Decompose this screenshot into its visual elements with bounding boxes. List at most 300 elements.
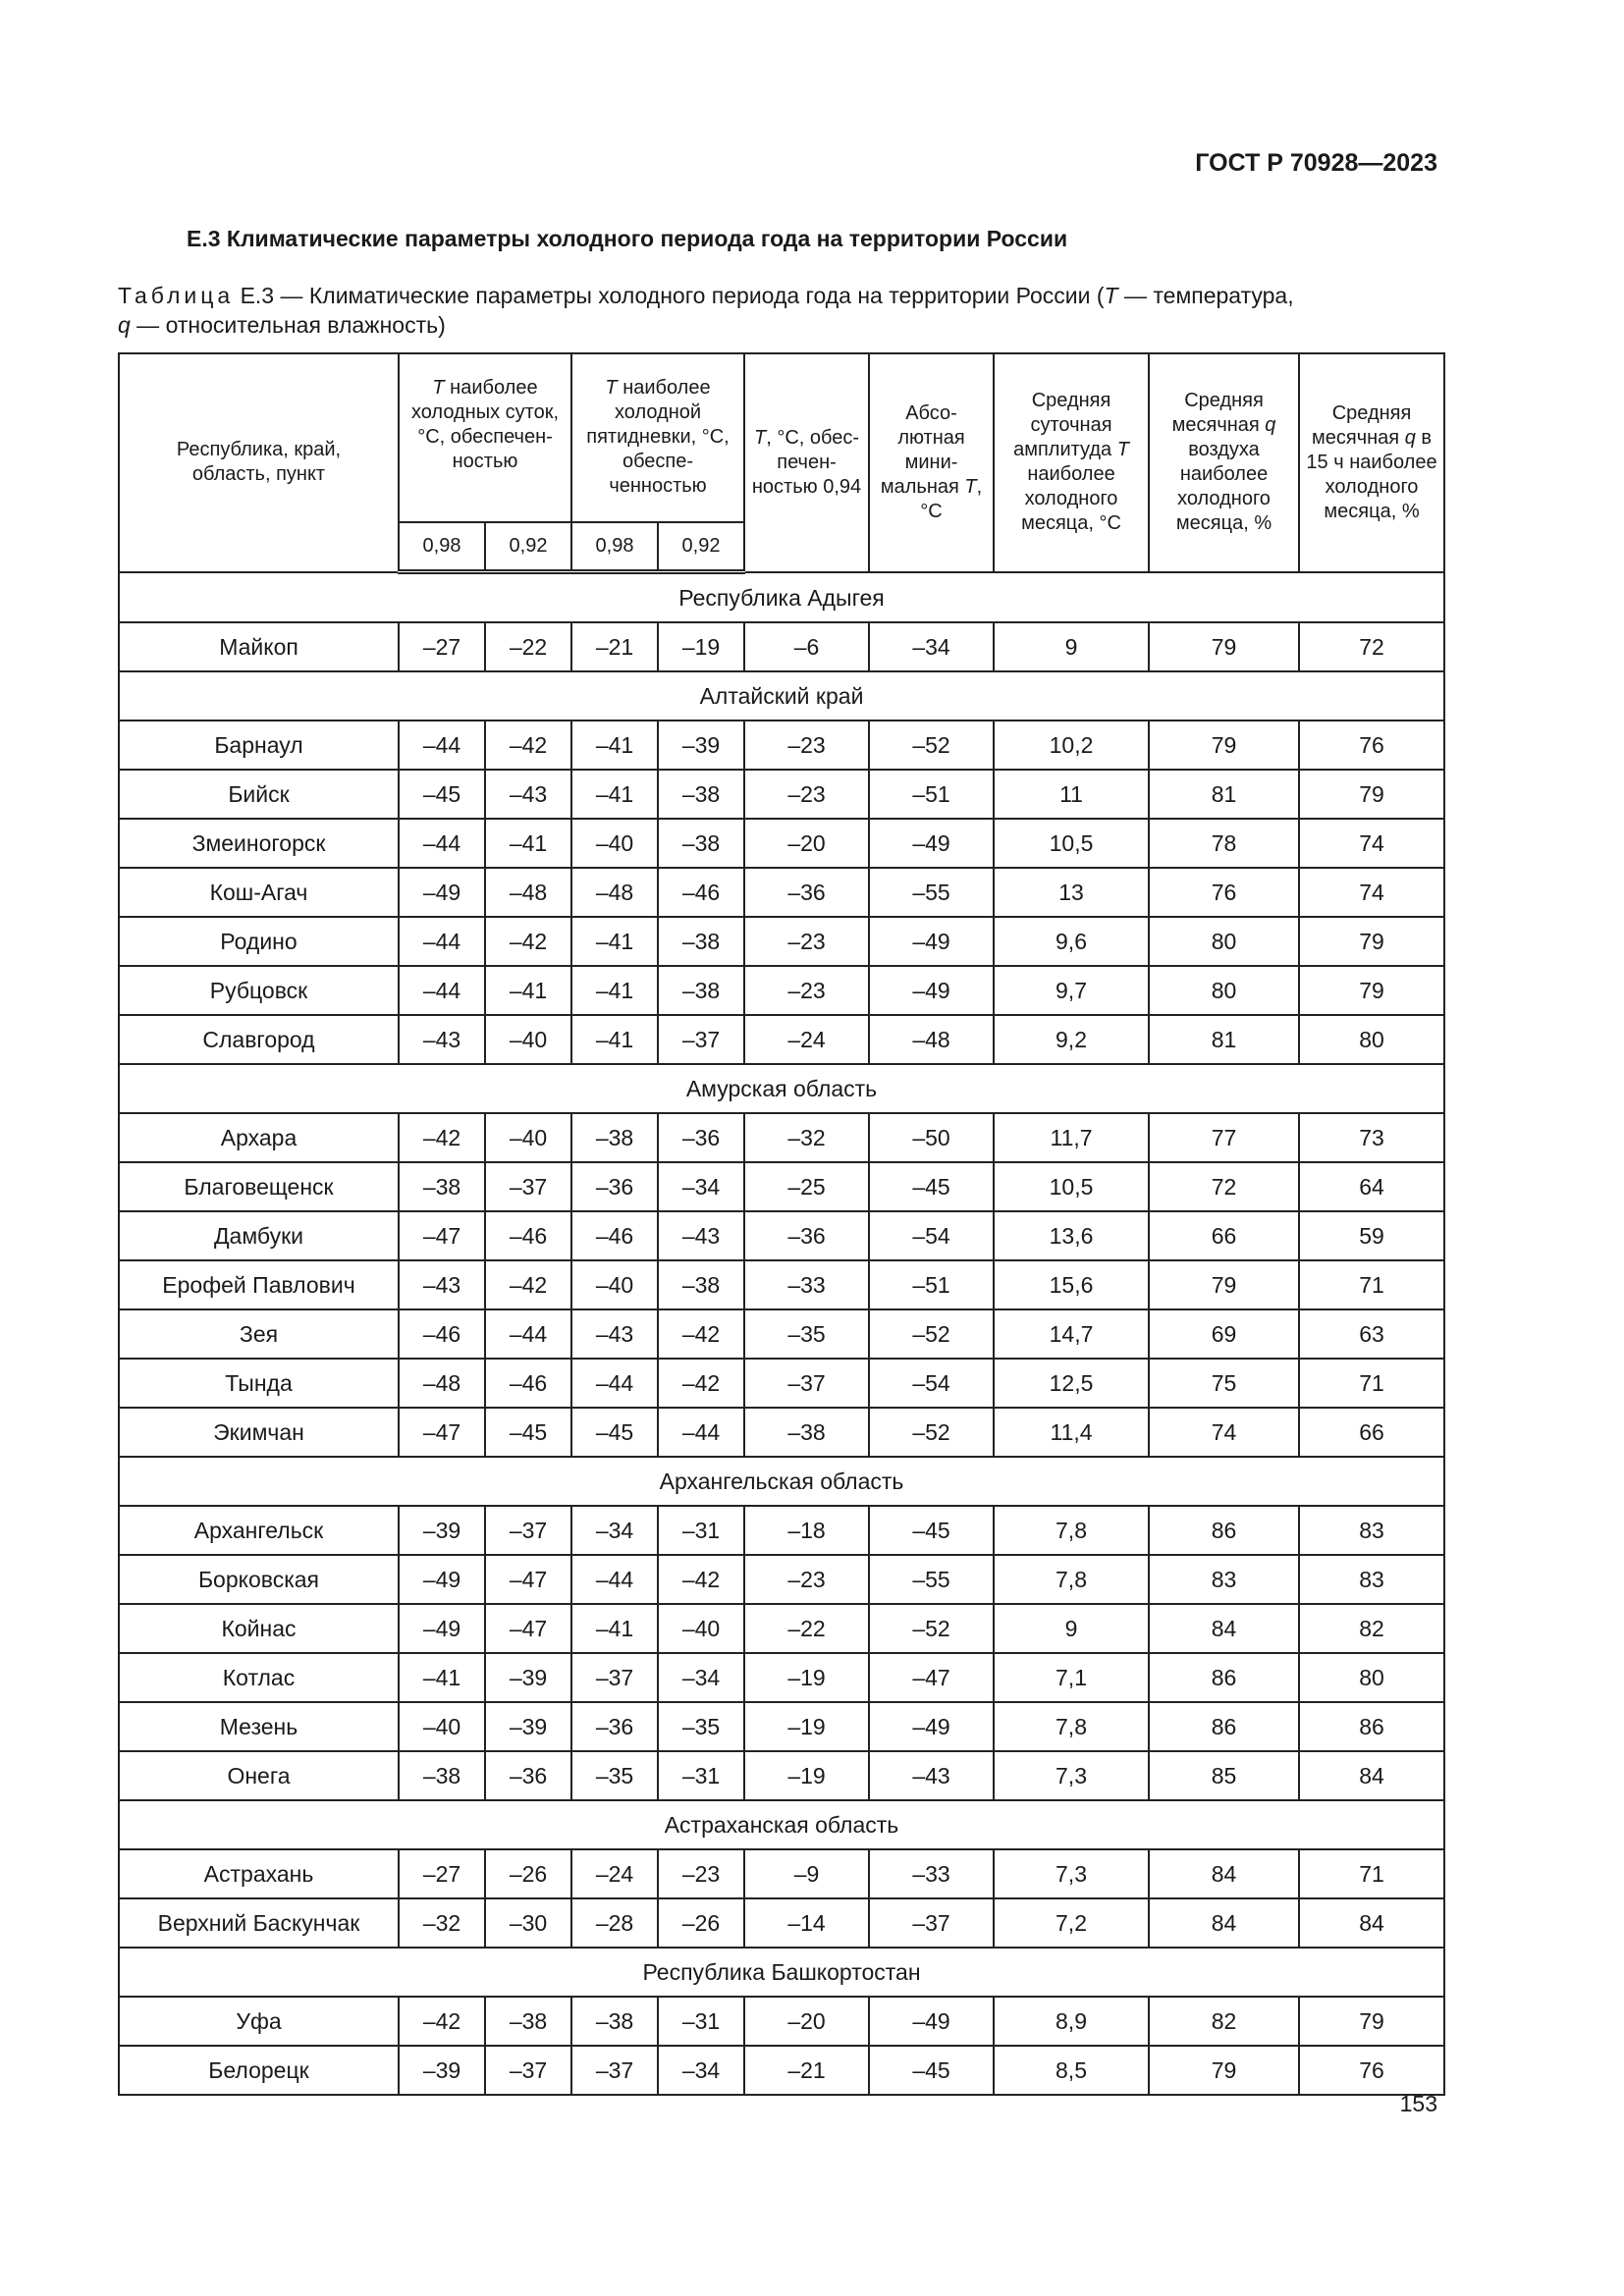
region-name: Архангельская область <box>119 1457 1444 1506</box>
table-cell: –40 <box>571 1260 658 1309</box>
table-cell: 83 <box>1149 1555 1299 1604</box>
table-cell: 9 <box>994 1604 1149 1653</box>
place-name: Родино <box>119 917 399 966</box>
table-row <box>119 1359 1444 1408</box>
region-name: Алтайский край <box>119 671 1444 721</box>
table-cell: 9,7 <box>994 966 1149 1015</box>
table-cell: –23 <box>744 966 869 1015</box>
caption-symbol-q: q <box>118 312 131 338</box>
table-row <box>119 1506 1444 1555</box>
region-name: Республика Адыгея <box>119 572 1444 623</box>
table-cell: 7,8 <box>994 1555 1149 1604</box>
table-cell: –48 <box>571 868 658 917</box>
caption-label: Таблица <box>118 283 235 308</box>
table-cell: –42 <box>658 1359 744 1408</box>
table-cell: –38 <box>658 770 744 819</box>
place-name: Котлас <box>119 1653 399 1702</box>
table-caption <box>118 281 1441 340</box>
table-cell: –49 <box>869 819 994 868</box>
table-cell: 8,5 <box>994 2046 1149 2095</box>
table-row <box>119 622 1444 671</box>
table-cell: –52 <box>869 721 994 770</box>
table-cell: –47 <box>869 1653 994 1702</box>
table-cell: 9 <box>994 622 1149 671</box>
table-cell: 79 <box>1149 2046 1299 2095</box>
table-cell: –48 <box>485 868 571 917</box>
place-name: Рубцовск <box>119 966 399 1015</box>
table-cell: –31 <box>658 1751 744 1800</box>
table-row <box>119 1751 1444 1800</box>
table-cell: –18 <box>744 1506 869 1555</box>
page-number: 153 <box>1399 2091 1437 2116</box>
table-cell: –34 <box>658 1653 744 1702</box>
table-cell: –37 <box>571 1653 658 1702</box>
table-cell: –42 <box>658 1555 744 1604</box>
place-name: Мезень <box>119 1702 399 1751</box>
table-cell: –24 <box>571 1849 658 1898</box>
region-row <box>119 671 1444 721</box>
table-cell: –45 <box>571 1408 658 1457</box>
table-row <box>119 1653 1444 1702</box>
table-cell: –38 <box>658 1260 744 1309</box>
table-cell: –26 <box>658 1898 744 1948</box>
region-row <box>119 1457 1444 1506</box>
table-cell: 11,7 <box>994 1113 1149 1162</box>
table-cell: –46 <box>571 1211 658 1260</box>
table-row <box>119 1702 1444 1751</box>
table-cell: 77 <box>1149 1113 1299 1162</box>
table-cell: 80 <box>1299 1015 1444 1064</box>
table-cell: –51 <box>869 770 994 819</box>
table-cell: 7,3 <box>994 1751 1149 1800</box>
place-name: Онега <box>119 1751 399 1800</box>
table-cell: 66 <box>1149 1211 1299 1260</box>
header-t-094: Т, °С, обес- печен- ностью 0,94 <box>744 353 869 572</box>
region-name: Амурская область <box>119 1064 1444 1113</box>
table-cell: –6 <box>744 622 869 671</box>
table-cell: 7,8 <box>994 1702 1149 1751</box>
table-cell: –52 <box>869 1408 994 1457</box>
table-cell: –37 <box>869 1898 994 1948</box>
place-name: Кош-Агач <box>119 868 399 917</box>
caption-text: — относительная влажность) <box>130 312 446 338</box>
table-cell: –37 <box>744 1359 869 1408</box>
table-cell: –54 <box>869 1359 994 1408</box>
table-cell: –37 <box>485 1162 571 1211</box>
header-absolute-min: Абсо- лютная мини- мальная Т, °С <box>869 353 994 572</box>
table-cell: –50 <box>869 1113 994 1162</box>
table-cell: –38 <box>485 1997 571 2046</box>
table-cell: 7,3 <box>994 1849 1149 1898</box>
place-name: Тында <box>119 1359 399 1408</box>
table-cell: –41 <box>571 966 658 1015</box>
header-coldest-five-days: Т наиболее холодной пятидневки, °С, обеспе- ченностью <box>571 353 744 522</box>
table-cell: –27 <box>399 1849 485 1898</box>
table-cell: –36 <box>658 1113 744 1162</box>
table-cell: –49 <box>399 868 485 917</box>
table-cell: 80 <box>1299 1653 1444 1702</box>
table-cell: –42 <box>485 917 571 966</box>
climate-table <box>118 352 1445 2096</box>
table-cell: –49 <box>869 917 994 966</box>
header-place: Республика, край, область, пункт <box>119 353 399 572</box>
table-cell: –49 <box>869 1702 994 1751</box>
table-cell: –34 <box>658 1162 744 1211</box>
table-cell: –22 <box>485 622 571 671</box>
caption-text: — температура, <box>1117 283 1294 308</box>
table-cell: 9,6 <box>994 917 1149 966</box>
table-cell: 84 <box>1149 1849 1299 1898</box>
table-row <box>119 1849 1444 1898</box>
table-cell: 8,9 <box>994 1997 1149 2046</box>
place-name: Майкоп <box>119 622 399 671</box>
table-cell: –19 <box>744 1751 869 1800</box>
table-cell: –45 <box>869 2046 994 2095</box>
table-cell: –41 <box>571 1604 658 1653</box>
table-cell: –41 <box>485 966 571 1015</box>
table-cell: 79 <box>1299 966 1444 1015</box>
place-name: Борковская <box>119 1555 399 1604</box>
table-cell: 79 <box>1149 1260 1299 1309</box>
place-name: Белорецк <box>119 2046 399 2095</box>
place-name: Ерофей Павлович <box>119 1260 399 1309</box>
table-cell: –44 <box>399 721 485 770</box>
place-name: Уфа <box>119 1997 399 2046</box>
table-cell: –52 <box>869 1604 994 1653</box>
table-cell: 79 <box>1299 917 1444 966</box>
table-cell: –49 <box>399 1604 485 1653</box>
table-cell: –41 <box>571 1015 658 1064</box>
table-cell: –36 <box>744 1211 869 1260</box>
table-cell: 71 <box>1299 1260 1444 1309</box>
table-row <box>119 1309 1444 1359</box>
table-cell: 83 <box>1299 1506 1444 1555</box>
table-cell: –39 <box>658 721 744 770</box>
table-cell: 76 <box>1149 868 1299 917</box>
table-cell: –45 <box>485 1408 571 1457</box>
table-cell: –34 <box>869 622 994 671</box>
table-cell: 82 <box>1149 1997 1299 2046</box>
table-cell: –40 <box>399 1702 485 1751</box>
place-name: Архангельск <box>119 1506 399 1555</box>
table-cell: 78 <box>1149 819 1299 868</box>
table-cell: –42 <box>399 1113 485 1162</box>
table-cell: –38 <box>399 1162 485 1211</box>
table-cell: 11 <box>994 770 1149 819</box>
table-cell: –26 <box>485 1849 571 1898</box>
table-cell: 79 <box>1149 622 1299 671</box>
table-cell: –28 <box>571 1898 658 1948</box>
table-row <box>119 819 1444 868</box>
table-cell: –39 <box>399 1506 485 1555</box>
table-cell: 80 <box>1149 917 1299 966</box>
table-cell: –43 <box>399 1015 485 1064</box>
table-cell: –42 <box>658 1309 744 1359</box>
table-cell: –47 <box>485 1555 571 1604</box>
table-cell: 15,6 <box>994 1260 1149 1309</box>
table-cell: –49 <box>399 1555 485 1604</box>
table-cell: –32 <box>399 1898 485 1948</box>
table-cell: –20 <box>744 819 869 868</box>
table-cell: –42 <box>485 1260 571 1309</box>
table-row <box>119 1211 1444 1260</box>
place-name: Благовещенск <box>119 1162 399 1211</box>
table-cell: –38 <box>744 1408 869 1457</box>
place-name: Змеиногорск <box>119 819 399 868</box>
place-name: Дамбуки <box>119 1211 399 1260</box>
table-cell: 74 <box>1149 1408 1299 1457</box>
table-cell: 84 <box>1299 1751 1444 1800</box>
table-cell: –44 <box>399 819 485 868</box>
table-cell: 73 <box>1299 1113 1444 1162</box>
table-cell: 7,1 <box>994 1653 1149 1702</box>
table-cell: 83 <box>1299 1555 1444 1604</box>
table-cell: –37 <box>658 1015 744 1064</box>
place-name: Барнаул <box>119 721 399 770</box>
table-cell: 69 <box>1149 1309 1299 1359</box>
header-sub-098: 0,98 <box>399 522 485 572</box>
table-cell: 66 <box>1299 1408 1444 1457</box>
table-cell: –43 <box>399 1260 485 1309</box>
table-cell: –19 <box>744 1702 869 1751</box>
table-cell: –25 <box>744 1162 869 1211</box>
table-cell: 75 <box>1149 1359 1299 1408</box>
table-cell: 12,5 <box>994 1359 1149 1408</box>
table-cell: –33 <box>869 1849 994 1898</box>
table-cell: 11,4 <box>994 1408 1149 1457</box>
table-cell: –38 <box>571 1997 658 2046</box>
table-cell: –36 <box>571 1162 658 1211</box>
table-row <box>119 1898 1444 1948</box>
place-name: Экимчан <box>119 1408 399 1457</box>
table-row <box>119 966 1444 1015</box>
table-cell: 82 <box>1299 1604 1444 1653</box>
table-row <box>119 1113 1444 1162</box>
table-cell: –44 <box>571 1359 658 1408</box>
table-cell: –41 <box>485 819 571 868</box>
table-cell: 14,7 <box>994 1309 1149 1359</box>
table-cell: 79 <box>1149 721 1299 770</box>
table-cell: –46 <box>658 868 744 917</box>
table-cell: 10,5 <box>994 1162 1149 1211</box>
table-cell: –35 <box>744 1309 869 1359</box>
table-cell: –47 <box>399 1408 485 1457</box>
table-cell: 81 <box>1149 1015 1299 1064</box>
table-cell: –46 <box>485 1359 571 1408</box>
table-cell: –36 <box>744 868 869 917</box>
document-code: ГОСТ Р 70928—2023 <box>1195 149 1437 177</box>
table-cell: –31 <box>658 1506 744 1555</box>
header-monthly-humidity: Средняя месячная q воздуха наиболее холодного месяца, % <box>1149 353 1299 572</box>
table-cell: –19 <box>744 1653 869 1702</box>
table-cell: –35 <box>571 1751 658 1800</box>
table-cell: –39 <box>485 1702 571 1751</box>
table-cell: 63 <box>1299 1309 1444 1359</box>
table-cell: –38 <box>658 917 744 966</box>
table-cell: 86 <box>1149 1506 1299 1555</box>
table-cell: –23 <box>744 770 869 819</box>
caption-text: Е.3 — Климатические параметры холодного периода года на территории России ( <box>234 283 1105 308</box>
table-cell: –46 <box>485 1211 571 1260</box>
table-cell: –31 <box>658 1997 744 2046</box>
table-cell: –32 <box>744 1113 869 1162</box>
table-cell: –41 <box>399 1653 485 1702</box>
table-cell: –37 <box>571 2046 658 2095</box>
table-cell: –36 <box>571 1702 658 1751</box>
table-cell: –41 <box>571 721 658 770</box>
table-cell: –23 <box>744 1555 869 1604</box>
table-cell: –23 <box>658 1849 744 1898</box>
table-cell: –47 <box>399 1211 485 1260</box>
table-cell: –45 <box>869 1162 994 1211</box>
header-coldest-days: Т наиболее холодных суток, °С, обеспечен- ностью <box>399 353 571 522</box>
table-cell: –38 <box>658 819 744 868</box>
table-cell: 86 <box>1149 1653 1299 1702</box>
table-cell: –44 <box>571 1555 658 1604</box>
header-sub-098: 0,98 <box>571 522 658 572</box>
region-row <box>119 572 1444 623</box>
table-cell: –24 <box>744 1015 869 1064</box>
table-cell: –27 <box>399 622 485 671</box>
place-name: Зея <box>119 1309 399 1359</box>
table-cell: –45 <box>399 770 485 819</box>
place-name: Койнас <box>119 1604 399 1653</box>
table-cell: 79 <box>1299 770 1444 819</box>
table-cell: 84 <box>1149 1604 1299 1653</box>
table-cell: 13,6 <box>994 1211 1149 1260</box>
table-cell: –40 <box>658 1604 744 1653</box>
table-row <box>119 868 1444 917</box>
table-cell: –51 <box>869 1260 994 1309</box>
table-cell: 86 <box>1299 1702 1444 1751</box>
table-cell: –33 <box>744 1260 869 1309</box>
header-daily-amplitude: Средняя суточная амплитуда Т наиболее холодного месяца, °С <box>994 353 1149 572</box>
table-cell: –45 <box>869 1506 994 1555</box>
table-row <box>119 1408 1444 1457</box>
table-cell: –38 <box>399 1751 485 1800</box>
table-cell: –41 <box>571 770 658 819</box>
table-cell: –21 <box>571 622 658 671</box>
table-row <box>119 1604 1444 1653</box>
table-cell: –9 <box>744 1849 869 1898</box>
table-cell: –20 <box>744 1997 869 2046</box>
table-cell: –49 <box>869 966 994 1015</box>
place-name: Архара <box>119 1113 399 1162</box>
table-cell: –14 <box>744 1898 869 1948</box>
table-cell: –43 <box>485 770 571 819</box>
table-cell: –43 <box>869 1751 994 1800</box>
table-cell: 64 <box>1299 1162 1444 1211</box>
table-body <box>119 572 1444 2096</box>
caption-symbol-t: Т <box>1104 283 1118 308</box>
place-name: Верхний Баскунчак <box>119 1898 399 1948</box>
table-cell: 13 <box>994 868 1149 917</box>
table-cell: –42 <box>485 721 571 770</box>
table-cell: –34 <box>658 2046 744 2095</box>
table-cell: –22 <box>744 1604 869 1653</box>
place-name: Бийск <box>119 770 399 819</box>
table-cell: 10,2 <box>994 721 1149 770</box>
table-cell: 9,2 <box>994 1015 1149 1064</box>
table-row <box>119 1260 1444 1309</box>
table-cell: –44 <box>399 917 485 966</box>
table-row <box>119 1015 1444 1064</box>
table-cell: –23 <box>744 917 869 966</box>
table-row <box>119 1555 1444 1604</box>
table-cell: –23 <box>744 721 869 770</box>
table-cell: –35 <box>658 1702 744 1751</box>
header-sub-092: 0,92 <box>485 522 571 572</box>
table-cell: –44 <box>399 966 485 1015</box>
table-cell: –40 <box>485 1015 571 1064</box>
table-cell: –43 <box>658 1211 744 1260</box>
table-cell: 76 <box>1299 721 1444 770</box>
table-cell: 74 <box>1299 819 1444 868</box>
table-cell: 84 <box>1299 1898 1444 1948</box>
table-cell: 81 <box>1149 770 1299 819</box>
table-cell: –38 <box>571 1113 658 1162</box>
table-cell: –52 <box>869 1309 994 1359</box>
table-cell: –42 <box>399 1997 485 2046</box>
table-row <box>119 1997 1444 2046</box>
table-cell: –19 <box>658 622 744 671</box>
table-cell: –49 <box>869 1997 994 2046</box>
table-cell: –21 <box>744 2046 869 2095</box>
table-cell: 71 <box>1299 1849 1444 1898</box>
table-cell: –44 <box>658 1408 744 1457</box>
table-cell: –48 <box>399 1359 485 1408</box>
table-cell: 79 <box>1299 1997 1444 2046</box>
table-cell: 7,8 <box>994 1506 1149 1555</box>
table-cell: 80 <box>1149 966 1299 1015</box>
table-cell: 72 <box>1149 1162 1299 1211</box>
table-cell: 59 <box>1299 1211 1444 1260</box>
region-row <box>119 1948 1444 1997</box>
table-cell: 85 <box>1149 1751 1299 1800</box>
table-cell: –44 <box>485 1309 571 1359</box>
region-row <box>119 1064 1444 1113</box>
table-row <box>119 770 1444 819</box>
table-cell: –37 <box>485 2046 571 2095</box>
table-cell: –30 <box>485 1898 571 1948</box>
table-cell: –34 <box>571 1506 658 1555</box>
table-cell: –39 <box>485 1653 571 1702</box>
region-name: Республика Башкортостан <box>119 1948 1444 1997</box>
table-cell: –41 <box>571 917 658 966</box>
table-cell: 76 <box>1299 2046 1444 2095</box>
place-name: Славгород <box>119 1015 399 1064</box>
table-cell: –48 <box>869 1015 994 1064</box>
place-name: Астрахань <box>119 1849 399 1898</box>
header-humidity-15h: Средняя месячная q в 15 ч наиболее холодного месяца, % <box>1299 353 1444 572</box>
table-cell: –55 <box>869 868 994 917</box>
section-title: Е.3 Климатические параметры холодного периода года на территории России <box>187 226 1068 251</box>
table-row <box>119 917 1444 966</box>
table-cell: –46 <box>399 1309 485 1359</box>
table-cell: 72 <box>1299 622 1444 671</box>
table-row <box>119 2046 1444 2095</box>
table-cell: 84 <box>1149 1898 1299 1948</box>
table-cell: –54 <box>869 1211 994 1260</box>
table-cell: –39 <box>399 2046 485 2095</box>
table-cell: –55 <box>869 1555 994 1604</box>
table-cell: –40 <box>571 819 658 868</box>
table-cell: 10,5 <box>994 819 1149 868</box>
table-cell: –36 <box>485 1751 571 1800</box>
table-row <box>119 721 1444 770</box>
region-name: Астраханская область <box>119 1800 1444 1849</box>
table-cell: 86 <box>1149 1702 1299 1751</box>
